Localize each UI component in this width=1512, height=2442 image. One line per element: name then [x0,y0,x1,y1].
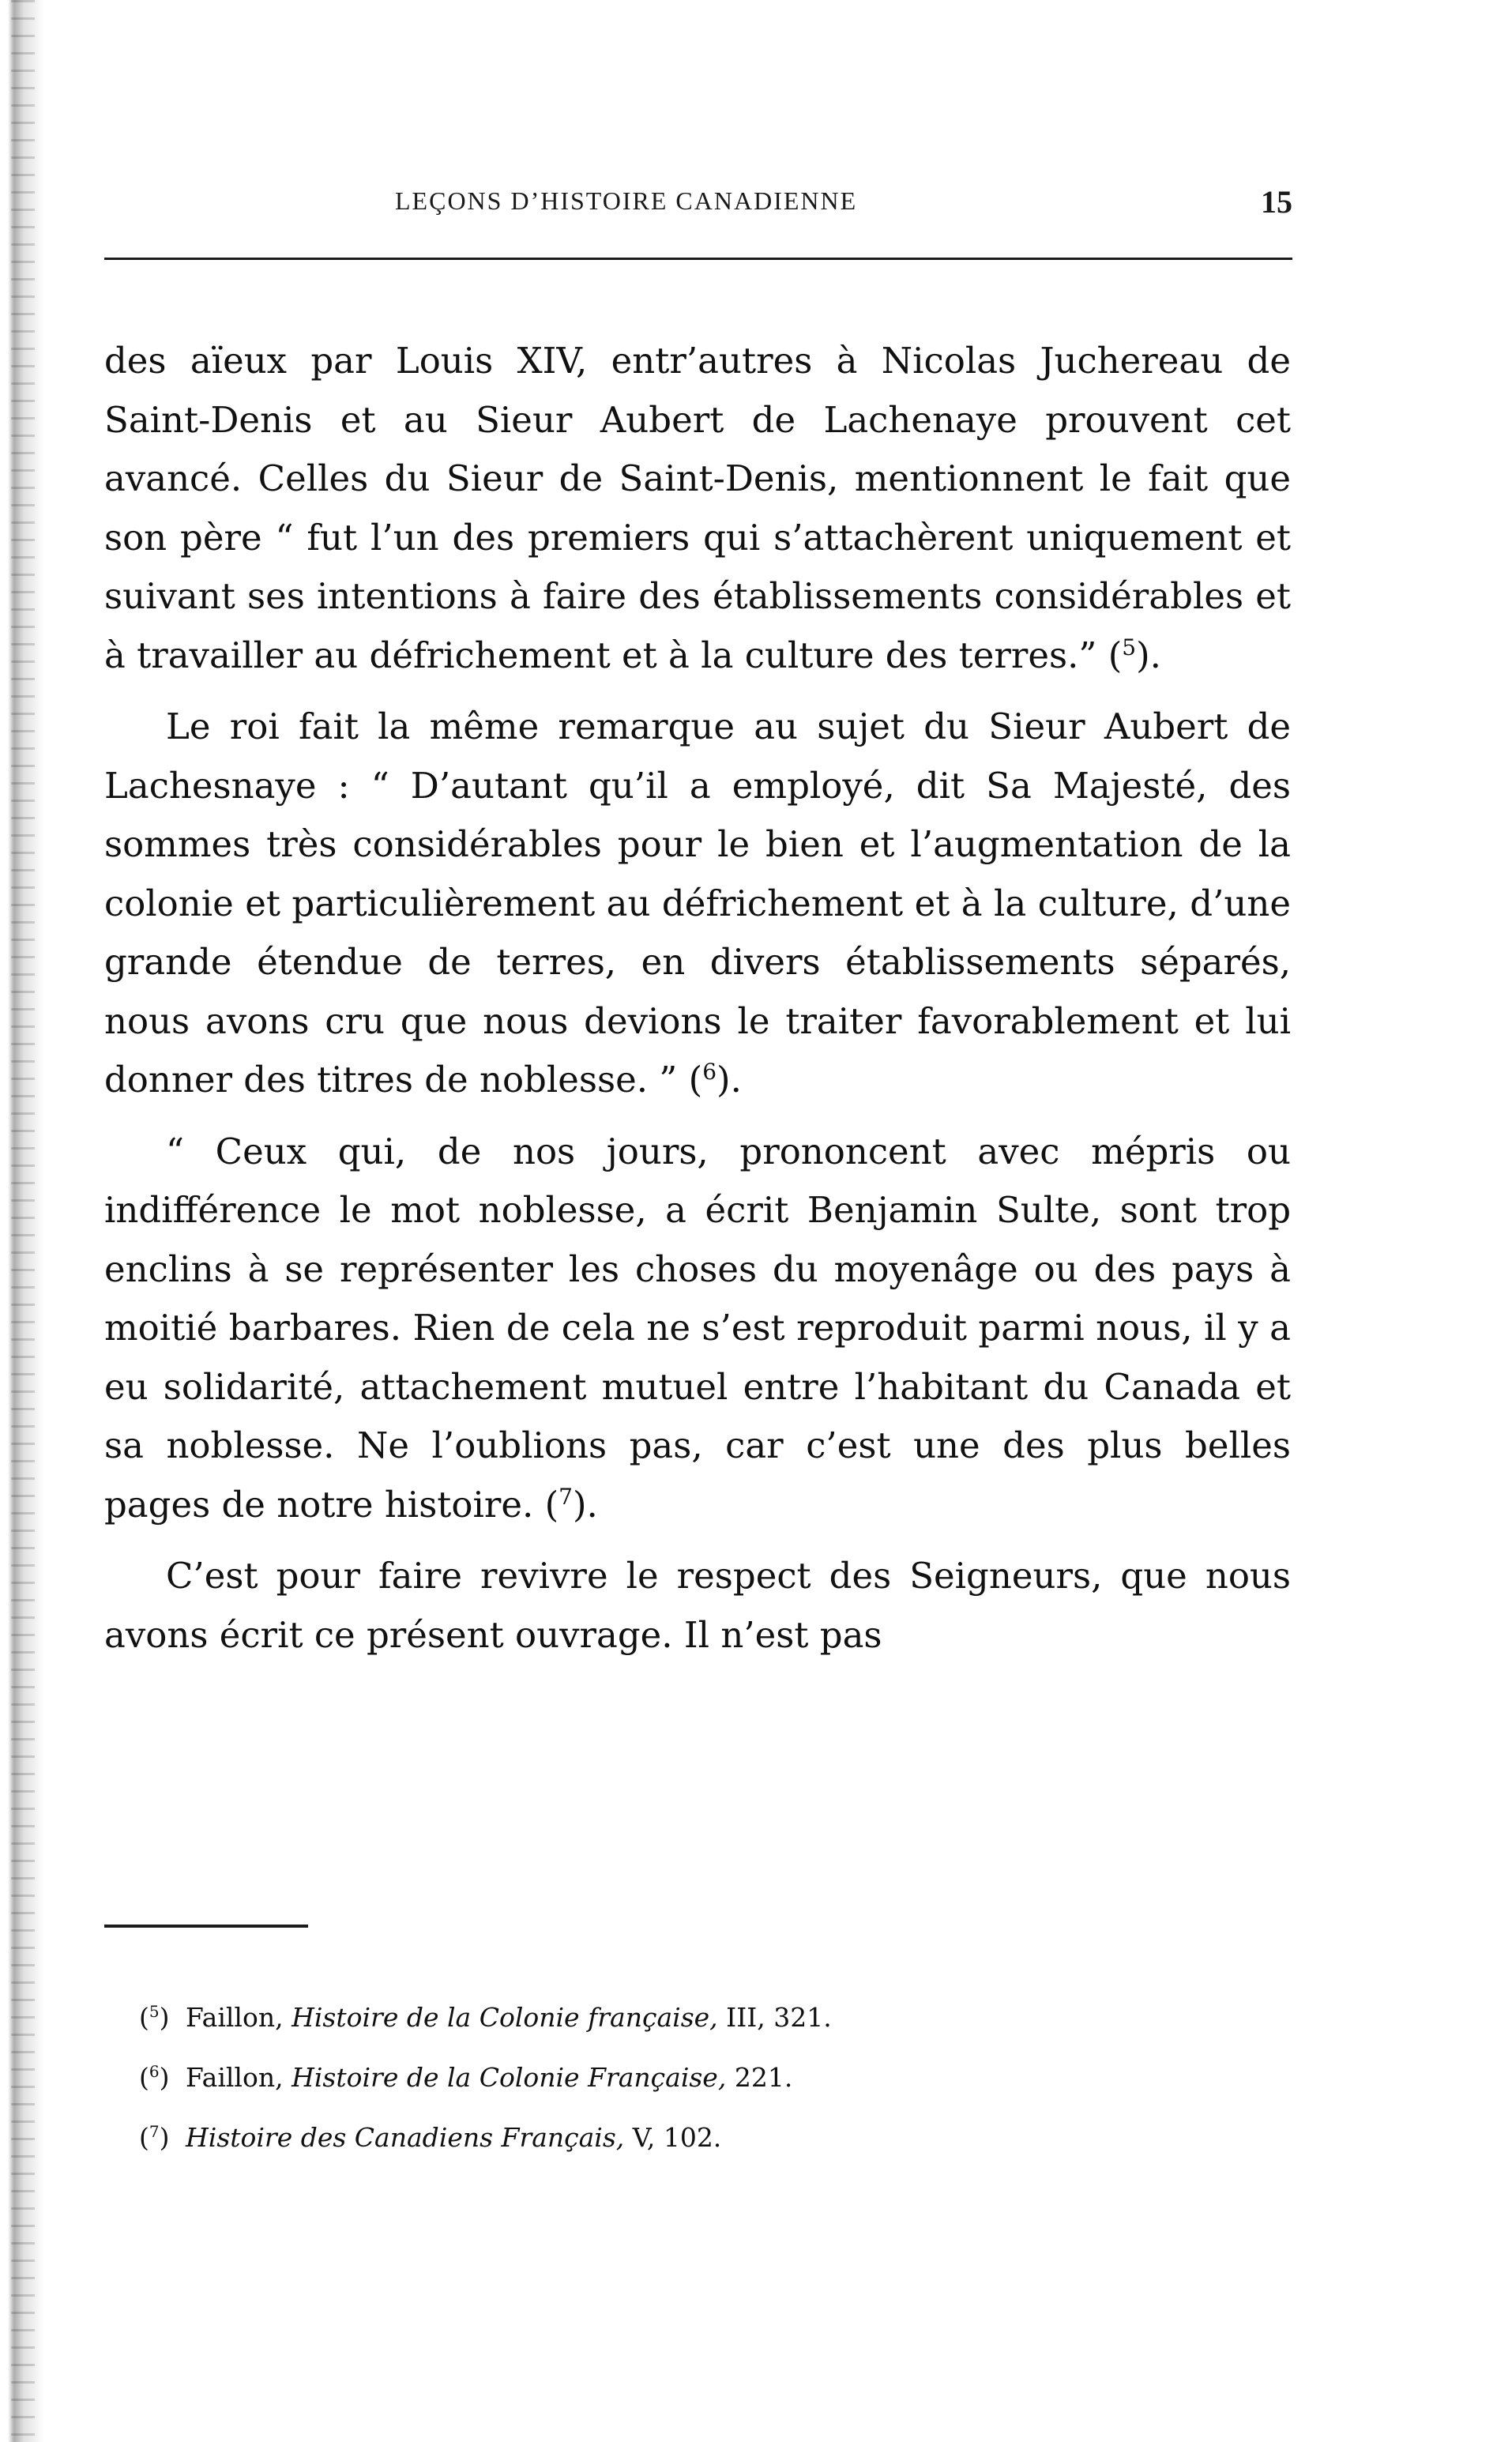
footnote-number: ($^6$) [139,2062,170,2093]
footnote-number: ($^5$) [139,2002,170,2033]
footnote-rest: 221. [734,2062,793,2093]
paragraph [104,1547,1291,1665]
page-number: 15 [1261,184,1292,220]
footnote-number: ($^7$) [139,2122,170,2153]
footnote-title: Histoire de la Colonie Française, [291,2062,727,2093]
header-rule [104,258,1292,260]
running-title: LEÇONS D’HISTOIRE CANADIENNE [395,186,858,215]
footnote-author: Faillon, [185,2002,284,2033]
paragraph [104,698,1291,1110]
footnote-title: Histoire de la Colonie française, [291,2002,718,2033]
footnote-reference[interactable]: 7 [559,1483,573,1510]
paragraph-text: Le roi fait la même remarque au sujet du Sieur Aubert de Lachesnaye : “ D’autant qu’il a employé, dit Sa Majesté, des sommes très considérables pour le bien et l’augmentation de la colonie et particulièrement au défrichement et à la culture, d’une grande étendue de terres, en divers établissements séparés, nous avons cru que nous devions le traiter favorablement et lui donner des titres de noblesse. ” ( [104,706,1291,1101]
footnote-title: Histoire des Canadiens Français, [185,2122,625,2153]
footnote-separator [104,1925,308,1928]
footnote [139,1985,1277,2045]
paragraph-tail: ). [1136,634,1161,676]
footnote [139,2045,1277,2105]
footnote-rest: III, 321. [726,2002,832,2033]
body-text [104,332,1291,1677]
paragraph-text: des aïeux par Louis XIV, entr’autres à Nicolas Juchereau de Saint-Denis et au Sieur Aubert de Lachenaye prouvent cet avancé. Celles du Sieur de Saint-Denis, mentionnent le fait que son père “ fut l’un des premiers qui s’attachèrent uniquement et suivant ses intentions à faire des établissements considérables et à travailler au défrichement et à la culture des terres.” ( [104,340,1291,676]
footnote-reference[interactable]: 6 [702,1059,717,1085]
footnote-rest: V, 102. [632,2122,722,2153]
binding-shadow [11,0,35,2442]
paragraph-tail: ). [717,1059,742,1101]
footnote-reference[interactable]: 5 [1122,634,1137,660]
paragraph-text: “ Ceux qui, de nos jours, prononcent avec mépris ou indifférence le mot noblesse, a écrit Benjamin Sulte, sont trop enclins à se représenter les choses du moyenâge ou des pays à moitié barbares. Rien de cela ne s’est reproduit parmi nous, il y a eu solidarité, attachement mutuel entre l’habitant du Canada et sa noblesse. Ne l’oublions pas, car c’est une des plus belles pages de notre histoire. ( [104,1130,1291,1526]
page-header [395,186,1292,234]
footnote-author: Faillon, [185,2062,284,2093]
paragraph-tail: ). [572,1483,598,1526]
footnotes [139,1985,1277,2165]
paragraph [104,1123,1291,1535]
paragraph [104,332,1291,685]
footnote [139,2105,1277,2165]
paragraph-text: C’est pour faire revivre le respect des Seigneurs, que nous avons écrit ce présent ouvrage. Il n’est pas [104,1555,1291,1656]
